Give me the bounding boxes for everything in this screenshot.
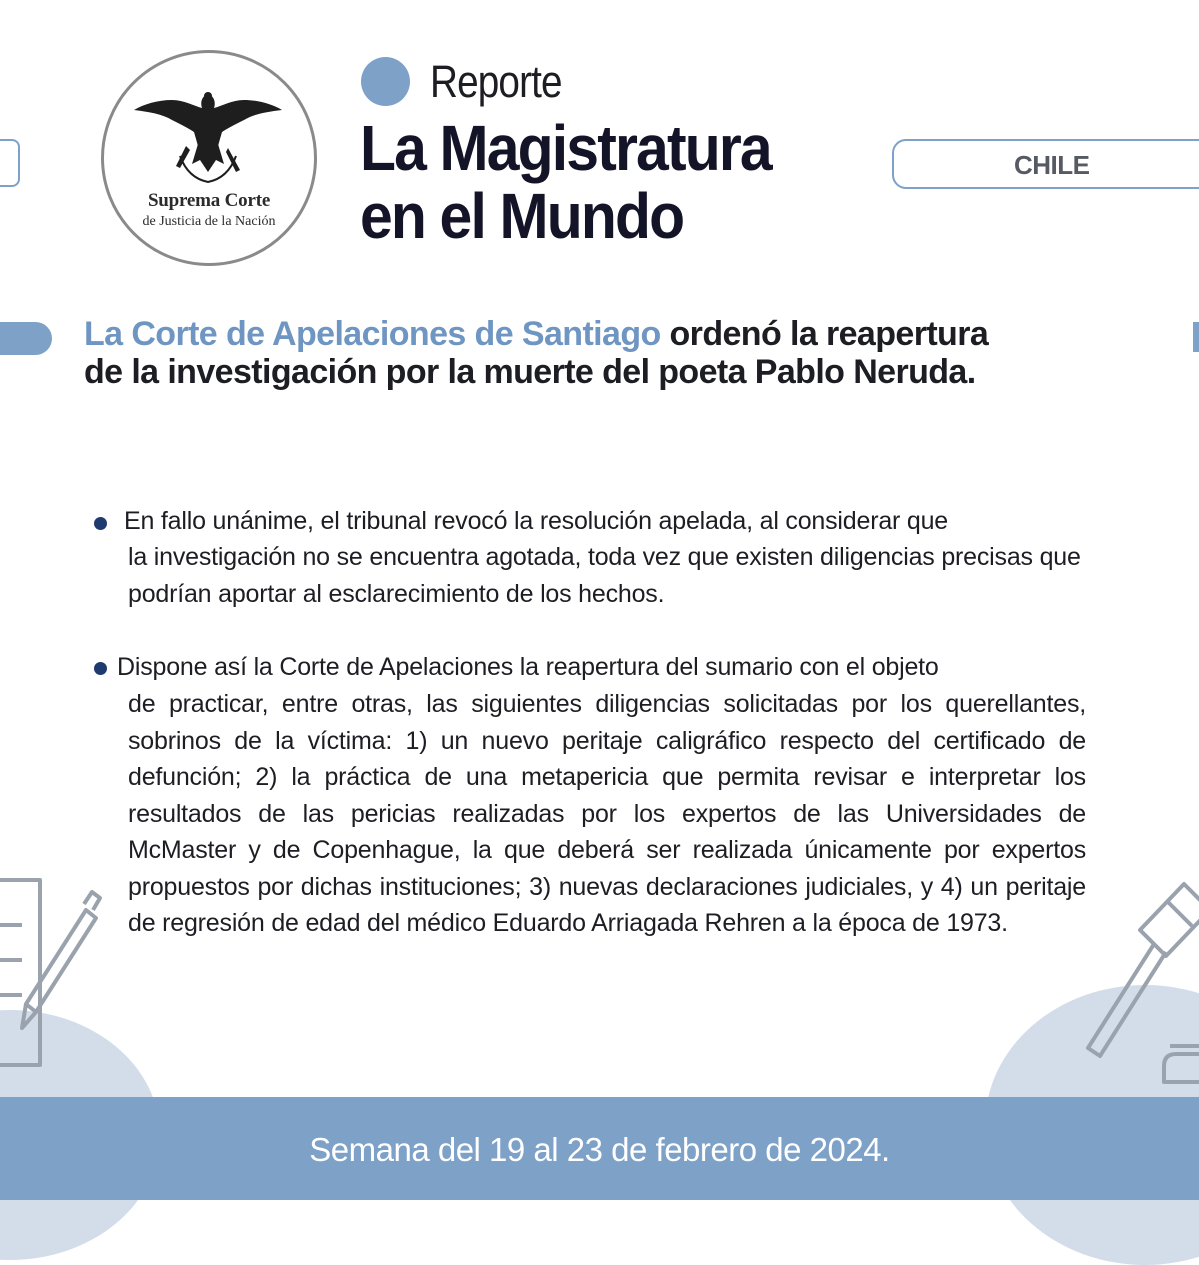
logo-title: Suprema Corte (147, 190, 271, 211)
logo-subtitle: de Justicia de la Nación (142, 214, 276, 229)
bullet-dot (94, 517, 107, 530)
page-title-line1: La Magistratura (360, 112, 771, 184)
eagle-emblem-icon (128, 86, 288, 186)
country-label: CHILE (1014, 150, 1090, 180)
footer-date: Semana del 19 al 23 de febrero de 2024. (309, 1131, 890, 1168)
decor-bar-right (1193, 322, 1199, 352)
header-dot (361, 57, 410, 106)
gavel-icon (1080, 870, 1199, 1090)
decor-bar-left (0, 322, 52, 355)
bullet-2-body: de practicar, entre otras, las siguientes diligencias solicitadas por los querellantes, sobrinos de la víctima: 1) un nuevo peritaje caligráfico respecto del certificado de defunción; 2) la práctica de una metapericia que permita revisar e interpretar los resultados de las pericias realizadas por los expertos de las Universidades de McMaster y de Copenhague, la que deberá ser realizada únicamente por expertos propuestos por dichas instituciones; 3) nuevas declaraciones judiciales, y 4) un peritaje de regresión de edad del médico Eduardo Arriagada Rehren a la época de 1973. (128, 690, 1086, 937)
bullet-2-first-line: Dispone así la Corte de Apelaciones la reapertura del sumario con el objeto (117, 653, 939, 681)
header-kicker: Reporte (430, 56, 562, 107)
headline-rest-2: de la investigación por la muerte del poeta Pablo Neruda. (84, 353, 976, 391)
headline-highlight: La Corte de Apelaciones de Santiago (84, 315, 661, 353)
decor-pill-left (0, 139, 20, 187)
headline-rest-1: ordenó la reapertura (660, 315, 989, 353)
page-title-line2: en el Mundo (360, 180, 684, 252)
bullet-1-body: la investigación no se encuentra agotada, toda vez que existen diligencias precisas que podrían aportar al esclarecimiento de los hechos. (128, 543, 1081, 608)
bullet-1-first-line: En fallo unánime, el tribunal revocó la resolución apelada, al considerar que (124, 507, 949, 535)
bullet-dot (94, 662, 107, 675)
headline (84, 315, 1144, 391)
document-pen-icon (0, 870, 110, 1070)
page-title (360, 114, 771, 250)
